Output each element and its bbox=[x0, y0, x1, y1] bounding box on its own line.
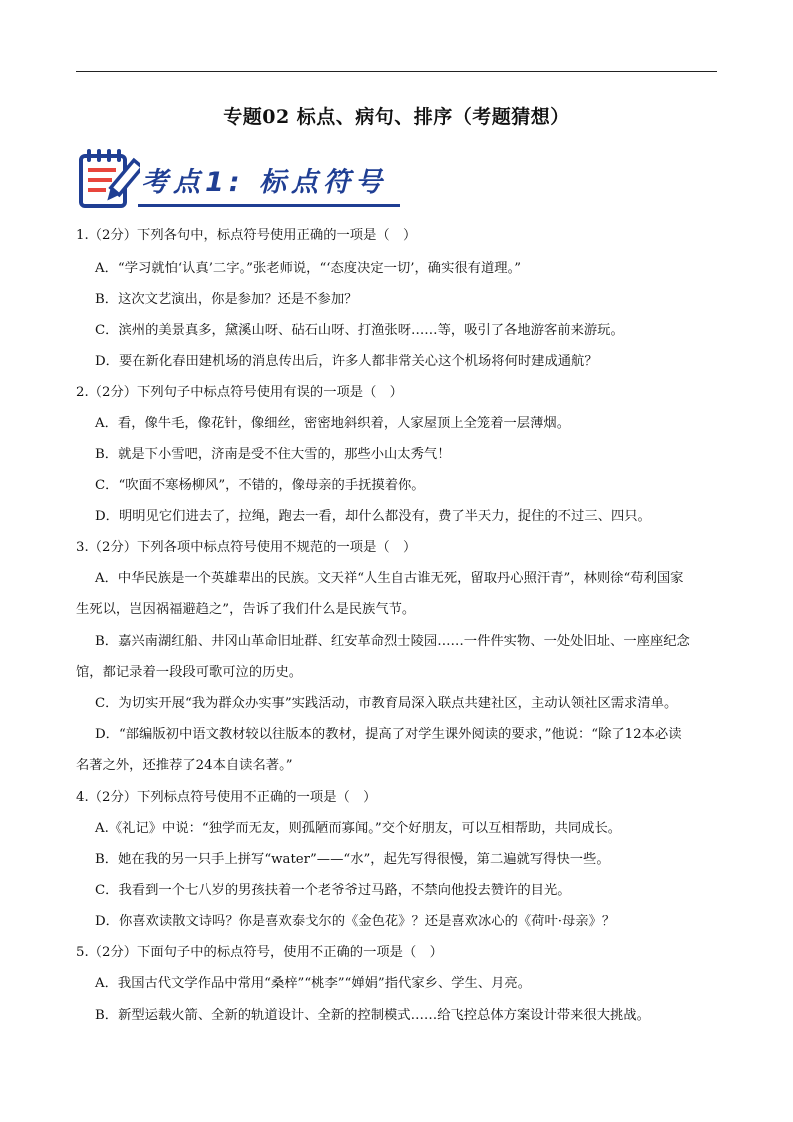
page-title: 专题02 标点、病句、排序（考题猜想） bbox=[223, 106, 570, 128]
question-1-option-a: A．“学习就怕‘认真’二字。”张老师说，“‘态度决定一切’，确实很有道理。” bbox=[95, 261, 522, 276]
question-4-option-c: C．我看到一个七八岁的男孩扶着一个老爷爷过马路，不禁向他投去赞许的目光。 bbox=[95, 883, 571, 898]
section-banner-underline bbox=[138, 204, 400, 207]
question-1-stem: 1.（2分）下列各句中，标点符号使用正确的一项是（ ） bbox=[76, 228, 417, 243]
question-3-option-a-cont: 生死以，岂因祸福避趋之”，告诉了我们什么是民族气节。 bbox=[76, 602, 416, 617]
question-4-stem: 4.（2分）下列标点符号使用不正确的一项是（ ） bbox=[76, 790, 377, 805]
question-5-stem: 5.（2分）下面句子中的标点符号，使用不正确的一项是（ ） bbox=[76, 945, 443, 960]
question-3-option-d: D．“部编版初中语文教材较以往版本的教材，提高了对学生课外阅读的要求，”他说：“除了12本必读 bbox=[95, 727, 682, 742]
question-2-option-d: D．明明见它们进去了，拉绳，跑去一看，却什么都没有，费了半天力，捉住的不过三、四只。 bbox=[95, 509, 651, 524]
question-1-option-c: C．滨州的美景真多，黛溪山呀、砧石山呀、打渔张呀……等，吸引了各地游客前来游玩。 bbox=[95, 323, 624, 338]
question-2-option-a: A．看，像牛毛，像花针，像细丝，密密地斜织着，人家屋顶上全笼着一层薄烟。 bbox=[95, 416, 570, 431]
question-3-option-c: C．为切实开展“我为群众办实事”实践活动，市教育局深入联点共建社区，主动认领社区需求清单。 bbox=[95, 696, 678, 711]
question-4-option-d: D．你喜欢读散文诗吗？你是喜欢泰戈尔的《金色花》？还是喜欢冰心的《荷叶·母亲》？ bbox=[95, 914, 616, 929]
section-banner bbox=[78, 146, 408, 212]
header-rule bbox=[76, 71, 717, 72]
question-2-stem: 2.（2分）下列句子中标点符号使用有误的一项是（ ） bbox=[76, 385, 403, 400]
question-4-option-a: A.《礼记》中说：“独学而无友，则孤陋而寡闻。”交个好朋友，可以互相帮助，共同成长。 bbox=[95, 821, 622, 836]
question-2-option-c: C．“吹面不寒杨柳风”，不错的，像母亲的手抚摸着你。 bbox=[95, 478, 425, 493]
question-3-stem: 3.（2分）下列各项中标点符号使用不规范的一项是（ ） bbox=[76, 540, 417, 555]
question-2-option-b: B．就是下小雪吧，济南是受不住大雪的，那些小山太秀气！ bbox=[95, 447, 451, 462]
notepad-pencil-icon bbox=[78, 146, 140, 212]
question-5-option-b: B．新型运载火箭、全新的轨道设计、全新的控制模式……给飞控总体方案设计带来很大挑战。 bbox=[95, 1008, 650, 1023]
question-3-option-a: A．中华民族是一个英雄辈出的民族。文天祥“人生自古谁无死，留取丹心照汗青”，林则徐“苟利国家 bbox=[95, 571, 684, 586]
question-3-option-b: B．嘉兴南湖红船、井冈山革命旧址群、红安革命烈士陵园……一件件实物、一处处旧址、一座座纪念 bbox=[95, 634, 690, 649]
section-banner-title: 考点1: 标点符号 bbox=[141, 167, 387, 198]
question-3-option-d-cont: 名著之外，还推荐了24本自读名著。” bbox=[76, 758, 293, 773]
question-1-option-b: B．这次文艺演出，你是参加？还是不参加？ bbox=[95, 292, 358, 307]
question-3-option-b-cont: 馆，都记录着一段段可歌可泣的历史。 bbox=[76, 665, 303, 680]
question-5-option-a: A．我国古代文学作品中常用“桑梓”“桃李”“婵娟”指代家乡、学生、月亮。 bbox=[95, 976, 531, 991]
question-1-option-d: D．要在新化春田建机场的消息传出后，许多人都非常关心这个机场将何时建成通航？ bbox=[95, 354, 598, 369]
question-4-option-b: B．她在我的另一只手上拼写“water”——“水”，起先写得很慢，第二遍就写得快一些。 bbox=[95, 852, 610, 867]
